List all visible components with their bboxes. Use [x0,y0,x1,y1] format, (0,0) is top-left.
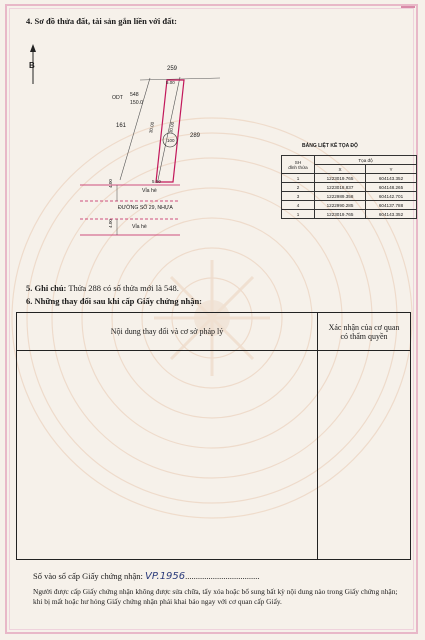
section5-label: 5. Ghi chú: [26,283,67,293]
area-label: 150.0 [130,100,143,106]
coord-x: 1222990.285 [315,201,366,210]
change-table [16,312,411,560]
change-col-confirm-line1: Xác nhận của cơ quan [328,322,400,332]
table-row [282,174,417,183]
section4-title: 4. Sơ đồ thửa đất, tài sản gắn liền với đất: [26,16,178,26]
table-row [282,201,417,210]
parcel-289-label: 289 [190,133,201,139]
coord-point: 1 [282,174,315,183]
coord-y: 604148.265 [366,183,417,192]
section5-note [26,283,179,293]
coord-x: 1223019.765 [315,210,366,219]
parcel-259-label: 259 [167,66,178,72]
north-label: B [29,61,35,70]
coord-col-point: SH đỉnh thửa [282,156,315,174]
change-col-confirm-line2: có thẩm quyền [340,331,388,341]
coord-point: 2 [282,183,315,192]
coord-point: 4 [282,201,315,210]
footer-note: Người được cấp Giấy chứng nhận không được sửa chữa, tẩy xóa hoặc bổ sung bất kỳ nội dung nào trong Giấy chứng nhận; khi bị mất hoặc hư hỏng Giấy chứng nhận phải khai báo ngay với cơ quan cấp Giấy. [33,587,398,606]
section5-text: Thửa 288 có số thửa mới là 548. [66,283,179,293]
coord-point: 3 [282,192,315,201]
coord-table [281,155,417,219]
coord-col-coord: Tọa độ [315,156,417,165]
coord-x: 1222989.358 [315,192,366,201]
dim-top-label: 5.00 [166,80,175,85]
change-content-cell [17,351,318,560]
coord-y: 604142.701 [366,192,417,201]
corner-mark [401,6,415,16]
road-width-1-label: 4.00 [107,179,113,188]
coord-y: 604143.352 [366,174,417,183]
table-row [282,210,417,219]
dim-right-label: 30.00 [168,121,176,134]
point-circle-label: 100 [167,138,175,143]
table-row [282,183,417,192]
odt-label: ODT [112,95,123,101]
change-col-content: Nội dung thay đổi và cơ sở pháp lý [17,313,318,351]
register-label: Số vào sổ cấp Giấy chứng nhận: [33,571,146,581]
dim-bottom-label: 5.00 [152,179,161,184]
parcel-548-label: 548 [130,92,139,98]
table-row [282,192,417,201]
register-line [33,571,260,582]
coord-col-y: Y [366,165,417,174]
coord-table-title: BẢNG LIỆT KÊ TỌA ĐỘ [302,143,358,149]
change-col-confirm [318,313,411,351]
change-confirm-cell [318,351,411,560]
section6-title: 6. Những thay đổi sau khi cấp Giấy chứng nhận: [26,296,203,306]
sidewalk-1-label: Vỉa hè [142,188,157,194]
coord-point: 1 [282,210,315,219]
coord-y: 604137.788 [366,201,417,210]
road-width-2-label: 4.00 [107,219,113,228]
sidewalk-2-label: Vỉa hè [132,224,147,230]
parcel-161-label: 161 [116,123,127,129]
coord-y: 604143.352 [366,210,417,219]
coord-x: 1223019.765 [315,174,366,183]
road-name-label: ĐƯỜNG SỐ 29, NHỰA [118,205,173,211]
dim-left-label: 30.00 [148,121,156,134]
register-value: VP.1956 [145,571,186,582]
coord-col-x: X [315,165,366,174]
coord-x: 1223018.837 [315,183,366,192]
register-dots: ................................... [185,571,260,581]
